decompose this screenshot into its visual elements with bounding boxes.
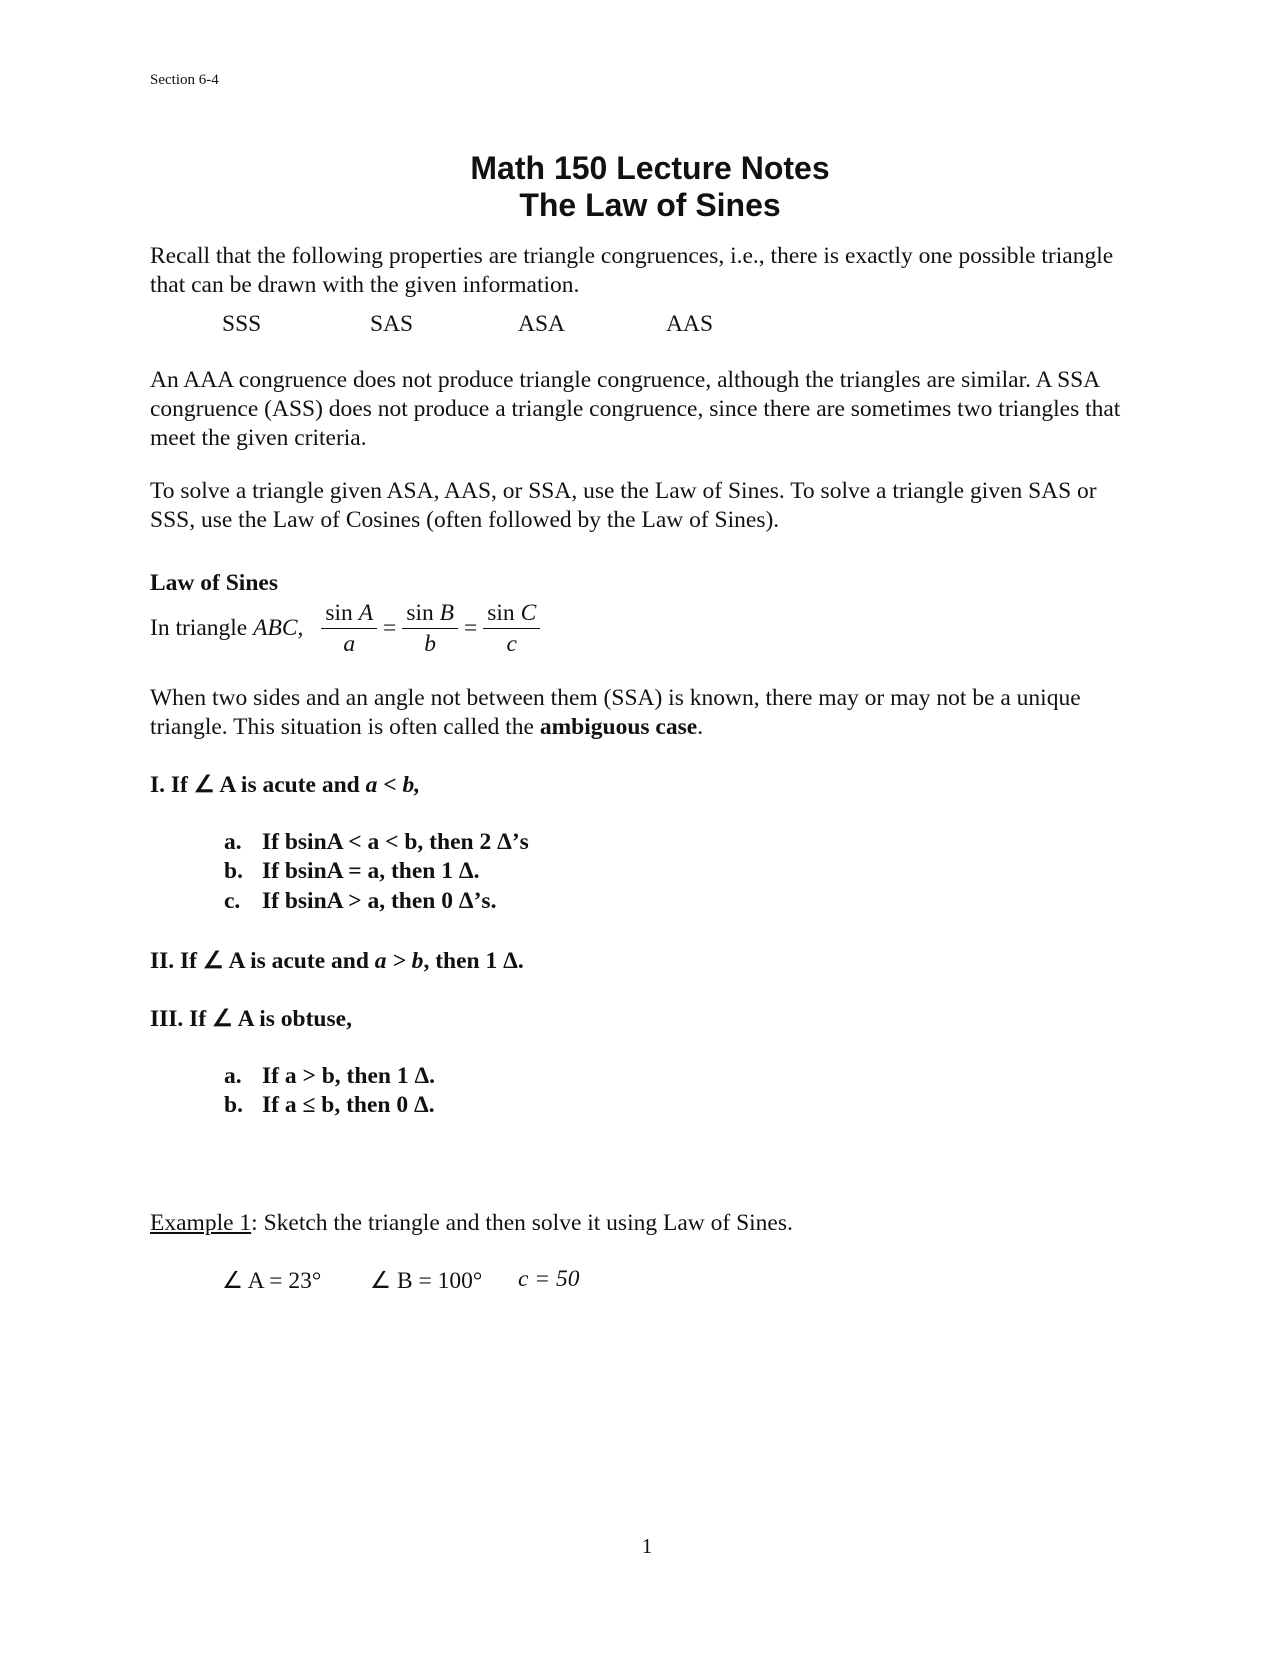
given-angle-a: ∠ A = 23° bbox=[222, 1268, 322, 1294]
solve-paragraph: To solve a triangle given ASA, AAS, or SSA, use the Law of Sines. To solve a triangle given SAS or SSS, use the Law of Cosines (often followed by the Law of Sines). bbox=[150, 478, 1097, 533]
congruence-aas: AAS bbox=[666, 311, 714, 337]
example-1: Example 1: Sketch the triangle and then solve it using Law of Sines. bbox=[150, 1210, 793, 1236]
congruence-sas: SAS bbox=[370, 311, 414, 337]
fraction-sin-a: $\frac{\text{sin A}}{a}$ bbox=[321, 598, 377, 659]
fraction-sin-b: $\frac{\text{sin B}}{b}$ bbox=[402, 598, 458, 659]
fraction-sin-c: $\frac{\text{sin C}}{c}$ bbox=[483, 598, 540, 659]
case-1a: a. If bsinA < a < b, then 2 Δ’s bbox=[224, 829, 529, 855]
ambiguous-case-term: ambiguous case bbox=[539, 714, 698, 740]
given-angle-b: ∠ B = 100° bbox=[370, 1268, 483, 1294]
given-side-c: c = 50 bbox=[518, 1266, 580, 1292]
page-number: 1 bbox=[641, 1534, 653, 1558]
law-of-sines-formula bbox=[150, 598, 542, 659]
case-1b: b. If bsinA = a, then 1 Δ. bbox=[224, 858, 480, 884]
case-3-heading: III. If ∠ A is obtuse, bbox=[150, 1006, 352, 1032]
section-label: Section 6-4 bbox=[150, 72, 219, 88]
equals-sign: = bbox=[463, 615, 478, 641]
example-label: Example 1 bbox=[150, 1210, 252, 1236]
case-2-heading: II. If ∠ A is acute and a > b, then 1 Δ. bbox=[150, 948, 524, 974]
intro-paragraph: Recall that the following properties are triangle congruences, i.e., there is exactly one possible triangle that can be drawn with the given information. bbox=[150, 243, 1114, 298]
congruence-sss: SSS bbox=[222, 311, 262, 337]
case-1c: c. If bsinA > a, then 0 Δ’s. bbox=[224, 888, 497, 914]
case-1-heading: I. If ∠ A is acute and a < b, bbox=[150, 772, 421, 798]
case-3a: a. If a > b, then 1 Δ. bbox=[224, 1063, 436, 1089]
congruence-asa: ASA bbox=[518, 311, 566, 337]
example-text: Sketch the triangle and then solve it using Law of Sines. bbox=[257, 1210, 793, 1236]
page-title: Math 150 Lecture Notes bbox=[470, 150, 830, 186]
formula-prefix: In triangle bbox=[150, 615, 248, 641]
formula-triangle: ABC, bbox=[253, 615, 304, 641]
case-3b: b. If a ≤ b, then 0 Δ. bbox=[224, 1092, 435, 1118]
aaa-paragraph: An AAA congruence does not produce triangle congruence, although the triangles are similar. A SSA congruence (ASS) does not produce a triangle congruence, since there are sometimes two triangles that meet the given criteria. bbox=[150, 367, 1121, 451]
page-subtitle: The Law of Sines bbox=[519, 187, 781, 223]
equals-sign: = bbox=[383, 615, 397, 641]
ambiguous-paragraph: When two sides and an angle not between them (SSA) is known, there may or may not be a unique triangle. This situation is often called the ambiguous case. bbox=[150, 685, 1081, 740]
law-of-sines-heading: Law of Sines bbox=[150, 570, 278, 596]
